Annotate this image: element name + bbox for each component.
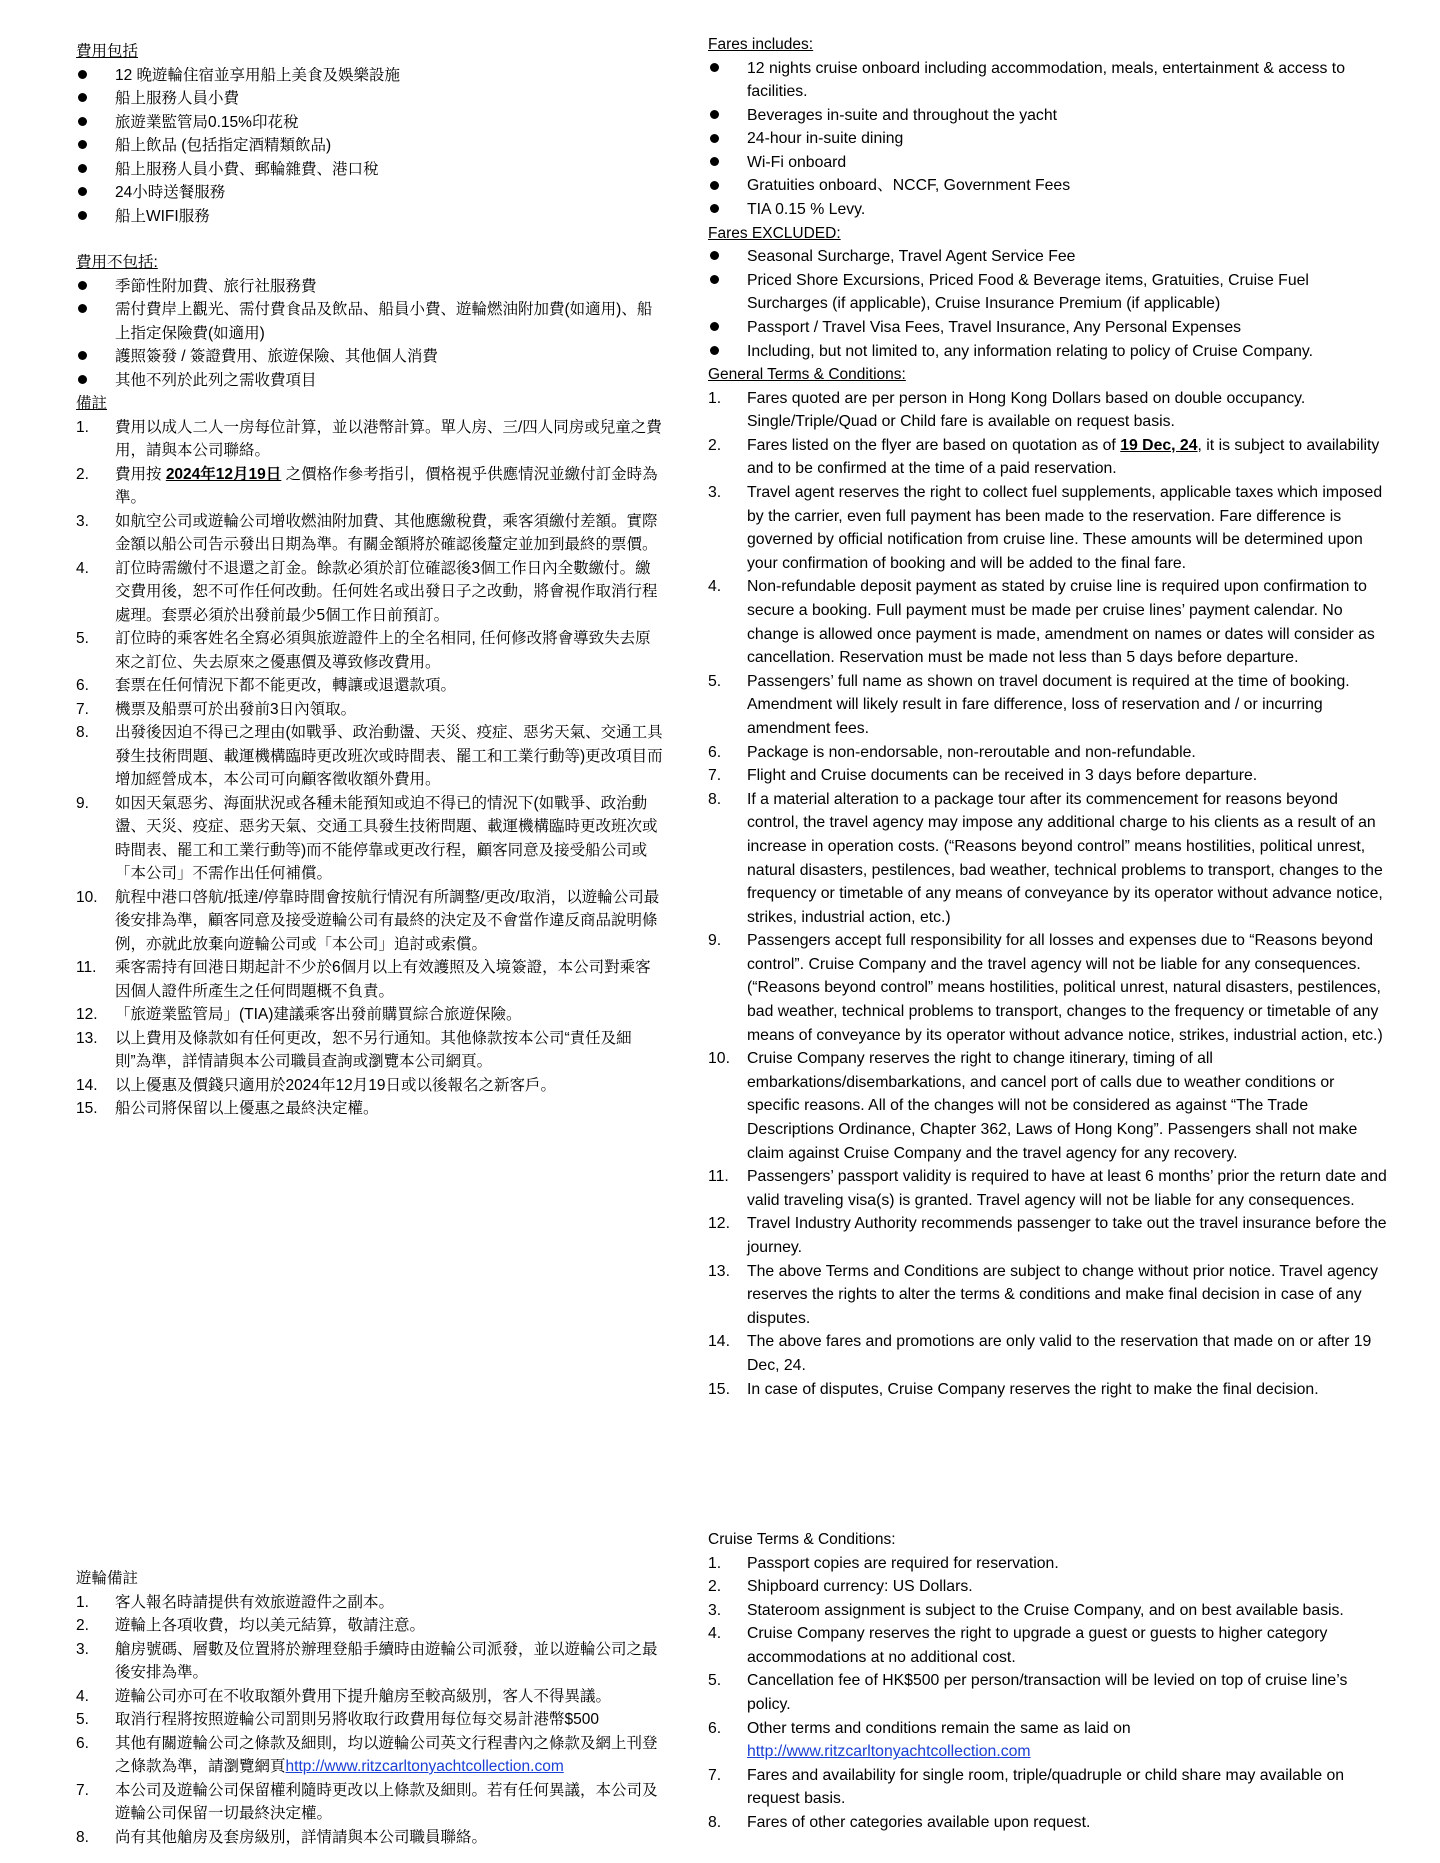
- list-item: 需付費岸上觀光、需付費食品及飲品、船員小費、遊輪燃油附加費(如適用)、船上指定保險費(如適用): [76, 298, 666, 345]
- list-item: 4. 訂位時需繳付不退還之訂金。餘款必須於訂位確認後3個工作日內全數繳付。繳交費用後，恕不可作任何改動。任何姓名或出發日子之改動，將會視作取消行程處理。套票必須於出發前最少5個工作日前預訂。: [76, 559, 658, 624]
- section-heading: Fares includes:: [708, 36, 814, 53]
- section-heading: 費用不包括:: [76, 254, 158, 271]
- bullet-icon: [708, 174, 747, 198]
- section-heading: Cruise Terms & Conditions:: [708, 1531, 896, 1548]
- list-item: 9. 如因天氣惡劣、海面狀況或各種未能預知或迫不得已的情況下(如戰爭、政治動盪、天災、疫症、惡劣天氣、交通工具發生技術問題、載運機構臨時更改班次或時間表、罷工和工業行動等)而不能停靠或更改行程，顧客同意及接受船公司或「本公司」不需作出任何補償。: [76, 794, 658, 882]
- bullet-icon: [708, 127, 747, 151]
- list-item: 1. 客人報名時請提供有效旅遊證件之副本。: [76, 1593, 395, 1611]
- excluded-list-en: [708, 245, 1388, 363]
- list-item: 7. Fares and availability for single room, triple/quadruple or child share may available on request basis.: [708, 1766, 1345, 1808]
- cruise-remarks-section-zh: [76, 1567, 666, 1849]
- list-item: 護照簽發 / 簽證費用、旅遊保險、其他個人消費: [76, 345, 666, 369]
- remarks-list-zh: [76, 416, 666, 1121]
- bullet-icon: [76, 111, 115, 135]
- bullet-icon: [76, 275, 115, 299]
- list-item: 1. Passport copies are required for reservation.: [708, 1554, 1059, 1572]
- bullet-icon: [76, 158, 115, 182]
- list-item: 8. 尚有其他艙房及套房級別，詳情請與本公司職員聯絡。: [76, 1828, 488, 1846]
- list-item: 5. Passengers’ full name as shown on travel document is required at the time of booking. Amendment will likely result in fare difference, loss of reservation and / or incurring amendment fees.: [708, 672, 1350, 737]
- list-item: 船上服務人員小費、郵輪雜費、港口稅: [76, 158, 666, 182]
- list-item: 14. The above fares and promotions are only valid to the reservation that made on or after 19 Dec, 24.: [708, 1333, 1372, 1374]
- section-heading: General Terms & Conditions:: [708, 366, 906, 384]
- include-list-zh: [76, 64, 666, 229]
- fares-include-section-zh: [76, 40, 666, 228]
- list-item: 12 nights cruise onboard including accommodation, meals, entertainment & access to facilities.: [708, 57, 1388, 104]
- remarks-section-zh: [76, 392, 666, 1121]
- bullet-icon: [708, 151, 747, 175]
- list-item: 6. Package is non-endorsable, non-reroutable and non-refundable.: [708, 743, 1196, 761]
- bullet-icon: [708, 57, 747, 104]
- bullet-icon: [76, 134, 115, 158]
- section-heading: 費用包括: [76, 43, 139, 60]
- list-item: 旅遊業監管局0.15%印花稅: [76, 111, 666, 135]
- list-item: 4. Cruise Company reserves the right to upgrade a guest or guests to higher category accommodations at no additional cost.: [708, 1625, 1328, 1666]
- list-item: 5. Cancellation fee of HK$500 per person/transaction will be levied on top of cruise line’s policy.: [708, 1672, 1348, 1714]
- section-heading: 備註: [76, 395, 108, 412]
- list-item: 1. Fares quoted are per person in Hong Kong Dollars based on double occupancy. Single/Triple/Quad or Child fare is available on request basis.: [708, 389, 1306, 431]
- bullet-icon: [708, 198, 747, 222]
- list-item: 6. 其他有關遊輪公司之條款及細則，均以遊輪公司英文行程書內之條款及網上刊登之條款為準，請瀏覽網頁http://www.ritzcarltonyachtcollection.com: [76, 1734, 658, 1775]
- bullet-icon: [708, 316, 747, 340]
- list-item: 4. Non-refundable deposit payment as stated by cruise line is required upon confirmation to secure a booking. Full payment must be made per cruise lines’ payment calendar. No change is allowed once payment is made, amendment on names or dates will consider as cancellation. Reservation must be made not less than 5 days before departure.: [708, 578, 1375, 667]
- list-item: Wi-Fi onboard: [708, 151, 1388, 175]
- bullet-icon: [76, 64, 115, 88]
- general-terms-list-en: [708, 387, 1388, 1402]
- list-item: 13. 以上費用及條款如有任何更改，恕不另行通知。其他條款按本公司“責任及細則”為準，詳情請與本公司職員查詢或瀏覽本公司網頁。: [76, 1029, 632, 1070]
- bullet-icon: [76, 181, 115, 205]
- list-item: Beverages in-suite and throughout the yacht: [708, 104, 1388, 128]
- list-item: Including, but not limited to, any information relating to policy of Cruise Company.: [708, 340, 1388, 364]
- cruise-terms-list-en: [708, 1552, 1388, 1835]
- list-item: 船上WIFI服務: [76, 205, 666, 229]
- fares-includes-section-en: [708, 33, 1388, 1401]
- list-item: 15. In case of disputes, Cruise Company reserves the right to make the final decision.: [708, 1380, 1319, 1398]
- date-highlight: 2024年12月19日: [165, 465, 282, 483]
- list-item: TIA 0.15 % Levy.: [708, 198, 1388, 222]
- list-item: 12. 「旅遊業監管局」(TIA)建議乘客出發前購買綜合旅遊保險。: [76, 1006, 522, 1023]
- list-item: 2. Shipboard currency: US Dollars.: [708, 1578, 973, 1596]
- list-item: Priced Shore Excursions, Priced Food & Beverage items, Gratuities, Cruise Fuel Surcharges (if applicable), Cruise Insurance Premium (if applicable): [708, 269, 1388, 316]
- bullet-icon: [708, 245, 747, 269]
- bullet-icon: [76, 345, 115, 369]
- date-highlight: 19 Dec, 24: [1120, 436, 1198, 454]
- bullet-icon: [708, 104, 747, 128]
- list-item: 7. Flight and Cruise documents can be received in 3 days before departure.: [708, 767, 1258, 785]
- section-heading: Fares EXCLUDED:: [708, 224, 841, 242]
- list-item: 其他不列於此列之需收費項目: [76, 369, 666, 393]
- list-item: 船上服務人員小費: [76, 87, 666, 111]
- list-item: 5. 訂位時的乘客姓名全寫必須與旅遊證件上的全名相同, 任何修改將會導致失去原來之訂位、失去原來之優惠價及導致修改費用。: [76, 630, 651, 671]
- cruise-website-link[interactable]: http://www.ritzcarltonyachtcollection.com: [747, 1743, 1031, 1761]
- list-item: 6. 套票在任何情況下都不能更改，轉讓或退還款項。: [76, 677, 457, 694]
- list-item: 14. 以上優惠及價錢只適用於2024年12月19日或以後報名之新客戶。: [76, 1076, 556, 1094]
- list-item: 8. Fares of other categories available upon request.: [708, 1814, 1091, 1832]
- list-item: 9. Passengers accept full responsibility for all losses and expenses due to “Reasons beyond control”. Cruise Company and the travel agency will not be liable for any consequences. (“Reasons beyond control” means hostilities, political unrest, natural disasters, pestilences, bad weather, technical problems to transport, changes to the frequency or timetable of any means of conveyance by its operator without advance notice, strikes, industrial action, etc.): [708, 932, 1383, 1044]
- list-item: 船上飲品 (包括指定酒精類飲品): [76, 134, 666, 158]
- cruise-remarks-list-zh: [76, 1591, 666, 1850]
- list-item: 3. 艙房號碼、層數及位置將於辦理登船手續時由遊輪公司派發，並以遊輪公司之最後安排為準。: [76, 1640, 658, 1681]
- list-item: Gratuities onboard、NCCF, Government Fees: [708, 174, 1388, 198]
- bullet-icon: [76, 205, 115, 229]
- list-item: 24小時送餐服務: [76, 181, 666, 205]
- list-item: 5. 取消行程將按照遊輪公司罰則另將收取行政費用每位每交易計港幣$500: [76, 1711, 599, 1728]
- bullet-icon: [708, 340, 747, 364]
- list-item: 1. 費用以成人二人一房每位計算，並以港幣計算。單人房、三/四人同房或兒童之費用，請與本公司聯絡。: [76, 418, 662, 459]
- bullet-icon: [708, 269, 747, 316]
- list-item: 10. 航程中港口啓航/抵達/停靠時間會按航行情況有所調整/更改/取消，以遊輪公司最後安排為準，顧客同意及接受遊輪公司有最終的決定及不會當作違反商品說明條例，亦就此放棄向遊輪公司或「本公司」追討或索償。: [76, 888, 660, 953]
- bullet-icon: [76, 369, 115, 393]
- exclude-list-zh: [76, 275, 666, 393]
- includes-list-en: [708, 57, 1388, 222]
- list-item: 季節性附加費、旅行社服務費: [76, 275, 666, 299]
- list-item: 7. 本公司及遊輪公司保留權利隨時更改以上條款及細則。若有任何異議，本公司及遊輪公司保留一切最終決定權。: [76, 1781, 658, 1822]
- list-item: Passport / Travel Visa Fees, Travel Insurance, Any Personal Expenses: [708, 316, 1388, 340]
- list-item: 15. 船公司將保留以上優惠之最終決定權。: [76, 1100, 379, 1117]
- list-item: 7. 機票及船票可於出發前3日內領取。: [76, 700, 357, 718]
- bullet-icon: [76, 87, 115, 111]
- list-item: 2. 費用按 2024年12月19日 之價格作參考指引，價格視乎供應情況並繳付訂金時為準。: [76, 465, 658, 506]
- list-item: 2. Fares listed on the flyer are based on quotation as of 19 Dec, 24, it is subject to availability and to be confirmed at the time of a paid reservation.: [708, 436, 1380, 478]
- list-item: Seasonal Surcharge, Travel Agent Service Fee: [708, 245, 1388, 269]
- list-item: 3. Stateroom assignment is subject to the Cruise Company, and on best available basis.: [708, 1601, 1344, 1619]
- list-item: 10. Cruise Company reserves the right to change itinerary, timing of all embarkations/disembarkations, and cancel port of calls due to weather conditions or specific reasons. All of the changes will not be considered as against “The Trade Descriptions Ordinance, Chapter 362, Laws of Hong Kong”. Passengers shall not make claim against Cruise Company and the travel agency for any recovery.: [708, 1050, 1358, 1162]
- list-item: 6. Other terms and conditions remain the same as laid on http://www.ritzcarltonyachtcollection.com: [708, 1719, 1131, 1761]
- list-item: 8. If a material alteration to a package tour after its commencement for reasons beyond control, the travel agency may impose any additional charge to his clients as a result of an increase in operation costs. (“Reasons beyond control” means hostilities, political unrest, natural disasters, pestilences, bad weather, technical problems to transport, changes to the frequency or timetable of any means of conveyance by its operator without advance notice, strikes, industrial action, etc.): [708, 790, 1383, 926]
- cruise-website-link[interactable]: http://www.ritzcarltonyachtcollection.com: [285, 1758, 564, 1775]
- list-item: 3. Travel agent reserves the right to collect fuel supplements, applicable taxes which imposed by the carrier, even full payment has been made to the reservation. Fare difference is governed by official notification from cruise line. These amounts will be determined upon your confirmation of booking and will be added to the final fare.: [708, 484, 1383, 572]
- list-item: 12 晚遊輪住宿並享用船上美食及娛樂設施: [76, 64, 666, 88]
- cruise-terms-section-en: [708, 1528, 1388, 1835]
- list-item: 3. 如航空公司或遊輪公司增收燃油附加費、其他應繳稅費，乘客須繳付差額。實際金額以船公司告示發出日期為準。有關金額將於確認後釐定並加到最終的票價。: [76, 512, 658, 553]
- section-heading: 遊輪備註: [76, 1570, 139, 1587]
- list-item: 11. Passengers’ passport validity is required to have at least 6 months’ prior the return date and valid traveling visa(s) is granted. Travel agency will not be liable for any consequences.: [708, 1168, 1387, 1209]
- bullet-icon: [76, 298, 115, 345]
- list-item: 4. 遊輪公司亦可在不收取額外費用下提升艙房至較高級別，客人不得異議。: [76, 1687, 612, 1705]
- list-item: 12. Travel Industry Authority recommends passenger to take out the travel insurance before the journey.: [708, 1215, 1387, 1256]
- list-item: 24-hour in-suite dining: [708, 127, 1388, 151]
- list-item: 8. 出發後因迫不得已之理由(如戰爭、政治動盪、天災、疫症、惡劣天氣、交通工具發生技術問題、載運機構臨時更改班次或時間表、罷工和工業行動等)更改項目而增加經營成本，本公司可向顧客徵收額外費用。: [76, 724, 663, 788]
- list-item: 11. 乘客需持有回港日期起計不少於6個月以上有效護照及入境簽證，本公司對乘客因個人證件所產生之任何問題概不負責。: [76, 959, 651, 1000]
- list-item: 13. The above Terms and Conditions are subject to change without prior notice. Travel agency reserves the rights to alter the terms & conditions and make final decision in case of any disputes.: [708, 1262, 1379, 1327]
- list-item: 2. 遊輪上各項收費，均以美元結算，敬請注意。: [76, 1617, 426, 1634]
- fares-exclude-section-zh: [76, 251, 666, 392]
